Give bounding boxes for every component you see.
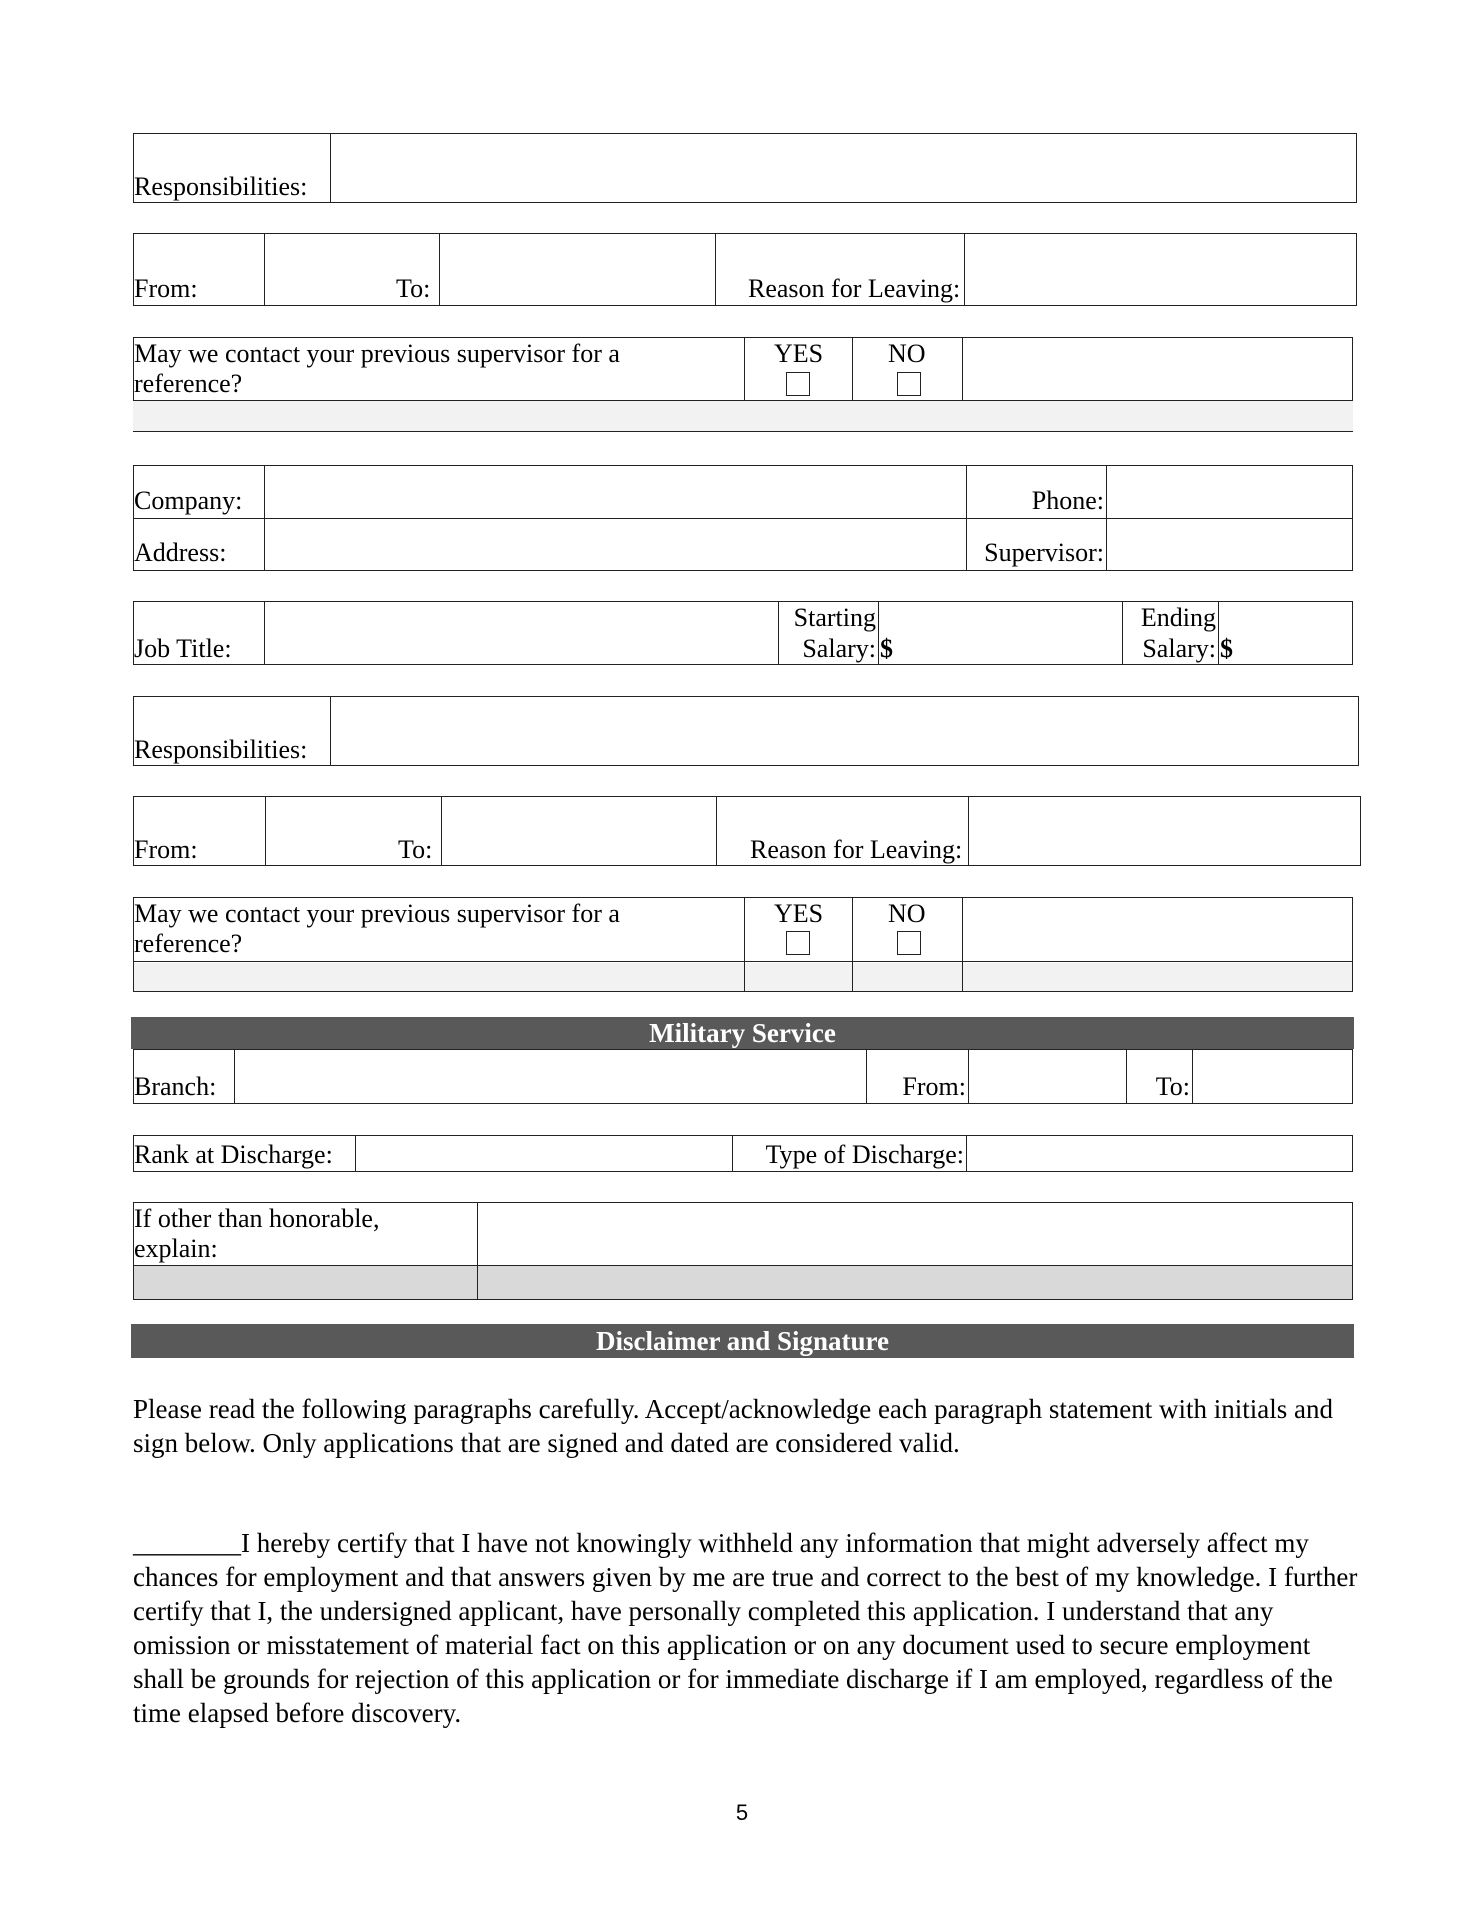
dates-row-2 (133, 796, 1361, 866)
starting-salary-label-1: Starting (793, 603, 876, 632)
to-label: To: (396, 274, 431, 303)
yes-label: YES (774, 899, 824, 928)
contact-row-2 (133, 897, 1353, 992)
starting-salary-field[interactable] (896, 602, 1120, 664)
contact-notes-field[interactable] (964, 898, 1352, 961)
discharge-row (133, 1135, 1353, 1172)
address-label: Address: (134, 538, 227, 567)
reason-field[interactable] (970, 797, 1360, 865)
ending-salary-currency: $ (1220, 634, 1233, 663)
responsibilities-field[interactable] (332, 134, 1356, 202)
responsibilities-row-1 (133, 133, 1357, 203)
contact-question: May we contact your previous supervisor for a reference? (134, 899, 620, 958)
responsibilities-label: Responsibilities: (134, 172, 308, 201)
job-title-label: Job Title: (134, 634, 232, 663)
responsibilities-label: Responsibilities: (134, 735, 308, 764)
job-title-row (133, 601, 1353, 665)
certify-paragraph (133, 1526, 1363, 1730)
starting-salary-currency: $ (880, 634, 893, 663)
ending-salary-field[interactable] (1236, 602, 1352, 664)
no-label: NO (888, 339, 926, 368)
certify-text: I hereby certify that I have not knowingly withheld any information that might adversely affect my chances for employment and that answers given by me are true and correct to the best of my knowledge. I further certify that I, the undersigned applicant, have personally completed this application. I understand that any omission or misstatement of material fact on this application or on any document used to secure employment shall be grounds for rejection of this application or for immediate discharge if I am employed, regardless of the time elapsed before discovery. (133, 1528, 1358, 1728)
discharge-type-label: Type of Discharge: (765, 1140, 964, 1169)
explain-shade-row (134, 1265, 1352, 1299)
military-service-header: Military Service (131, 1017, 1354, 1049)
to-field[interactable] (441, 234, 713, 305)
branch-label: Branch: (134, 1072, 217, 1101)
company-label: Company: (134, 486, 243, 515)
no-checkbox[interactable] (897, 372, 921, 396)
military-to-field[interactable] (1194, 1050, 1352, 1103)
yes-label: YES (774, 339, 824, 368)
from-label: From: (134, 835, 198, 864)
supervisor-field[interactable] (1108, 520, 1352, 570)
explain-label: If other than honorable, explain: (134, 1204, 380, 1263)
military-from-label: From: (902, 1072, 966, 1101)
company-block (133, 465, 1353, 571)
rank-field[interactable] (357, 1136, 730, 1171)
initials-blank[interactable]: ________ (133, 1528, 241, 1558)
contact-notes-field[interactable] (964, 338, 1352, 400)
military-from-field[interactable] (970, 1050, 1124, 1103)
reason-label: Reason for Leaving: (750, 835, 963, 864)
spacer-bar (133, 401, 1353, 432)
dates-row-1 (133, 233, 1357, 306)
branch-row (133, 1049, 1353, 1104)
branch-field[interactable] (236, 1050, 864, 1103)
explain-block (133, 1202, 1353, 1300)
discharge-type-field[interactable] (968, 1136, 1352, 1171)
contact-shade-row (134, 963, 1352, 991)
company-field[interactable] (266, 466, 964, 518)
starting-salary-label-2: Salary: (802, 634, 876, 663)
no-label: NO (888, 899, 926, 928)
yes-checkbox[interactable] (786, 372, 810, 396)
ending-salary-label-1: Ending (1140, 603, 1216, 632)
disclaimer-header: Disclaimer and Signature (131, 1324, 1354, 1358)
reason-label: Reason for Leaving: (748, 274, 961, 303)
from-label: From: (134, 274, 198, 303)
responsibilities-row-2 (133, 696, 1359, 766)
to-label: To: (398, 835, 433, 864)
page-number: 5 (735, 1800, 749, 1825)
phone-field[interactable] (1108, 466, 1352, 518)
contact-question: May we contact your previous supervisor for a reference? (134, 339, 620, 398)
to-field[interactable] (443, 797, 714, 865)
address-field[interactable] (266, 520, 964, 570)
phone-label: Phone: (1031, 486, 1104, 515)
no-checkbox[interactable] (897, 931, 921, 955)
job-title-field[interactable] (266, 602, 776, 664)
contact-row-1 (133, 337, 1353, 401)
disclaimer-intro: Please read the following paragraphs carefully. Accept/acknowledge each paragraph statement with initials and sign below. Only applications that are signed and dated are considered valid. (133, 1394, 1334, 1458)
yes-checkbox[interactable] (786, 931, 810, 955)
reason-field[interactable] (966, 234, 1356, 305)
responsibilities-field[interactable] (332, 697, 1358, 765)
supervisor-label: Supervisor: (984, 538, 1104, 567)
ending-salary-label-2: Salary: (1142, 634, 1216, 663)
explain-field[interactable] (479, 1203, 1352, 1265)
military-to-label: To: (1155, 1072, 1190, 1101)
rank-label: Rank at Discharge: (134, 1140, 333, 1169)
